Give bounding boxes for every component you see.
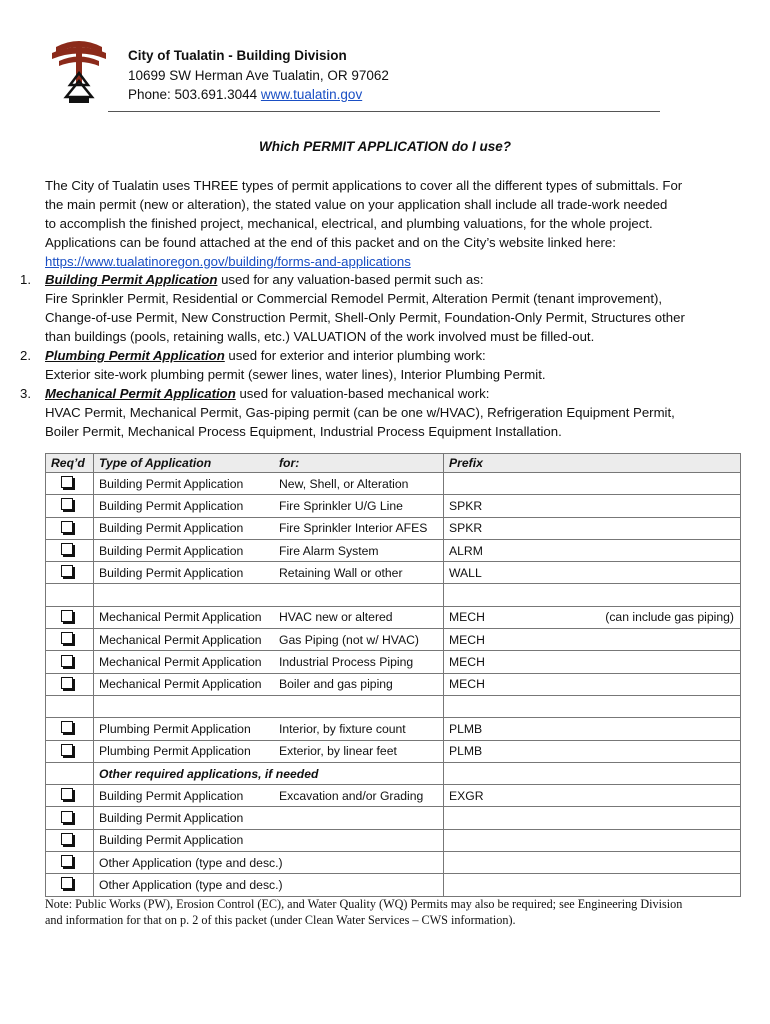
checkbox[interactable] bbox=[61, 833, 73, 845]
cell-empty bbox=[46, 584, 94, 606]
checkbox[interactable] bbox=[61, 744, 73, 756]
table-row bbox=[46, 629, 741, 651]
application-for: Exterior, by linear feet bbox=[279, 744, 397, 759]
application-for: Retaining Wall or other bbox=[279, 565, 403, 580]
section-subheading: Other required applications, if needed bbox=[94, 762, 444, 784]
cell-application bbox=[94, 562, 444, 584]
prefix-code: PLMB bbox=[449, 721, 483, 736]
cell-prefix bbox=[444, 785, 741, 807]
application-name: Building Permit Application bbox=[45, 272, 218, 287]
checkbox[interactable] bbox=[61, 788, 73, 800]
application-name: Mechanical Permit Application bbox=[45, 386, 236, 401]
cell-application bbox=[94, 629, 444, 651]
intro-line: to accomplish the finished project, mechanical, electrical, and plumbing valuations, for the whole project. bbox=[45, 216, 653, 231]
cell-prefix bbox=[444, 539, 741, 561]
cell-prefix bbox=[444, 740, 741, 762]
cell-application bbox=[94, 829, 444, 851]
checkbox[interactable] bbox=[61, 565, 73, 577]
required-checkbox-cell bbox=[46, 785, 94, 807]
checkbox[interactable] bbox=[61, 855, 73, 867]
org-name: City of Tualatin - Building Division bbox=[128, 48, 347, 63]
col-for-label: for: bbox=[279, 456, 300, 470]
table-row bbox=[46, 673, 741, 695]
table-row bbox=[46, 762, 741, 784]
checkbox[interactable] bbox=[61, 721, 73, 733]
org-block bbox=[128, 46, 389, 105]
cell-prefix bbox=[444, 651, 741, 673]
col-type-label: Type of Application bbox=[99, 456, 212, 470]
list-text bbox=[45, 346, 546, 384]
application-list bbox=[20, 270, 740, 441]
table-row bbox=[46, 562, 741, 584]
cell-empty bbox=[444, 584, 741, 606]
footnote bbox=[45, 896, 735, 928]
application-type: Building Permit Application bbox=[99, 521, 244, 536]
list-detail-line: Boiler Permit, Mechanical Process Equipment, Industrial Process Equipment Installation. bbox=[45, 424, 562, 439]
table-row bbox=[46, 740, 741, 762]
application-type: Building Permit Application bbox=[99, 543, 244, 558]
list-item bbox=[20, 270, 740, 346]
footnote-line: Note: Public Works (PW), Erosion Control (EC), and Water Quality (WQ) Permits may also be required; see Engineering Division bbox=[45, 897, 683, 911]
list-item bbox=[20, 346, 740, 384]
application-type: Other Application (type and desc.) bbox=[99, 877, 283, 892]
list-detail-line: HVAC Permit, Mechanical Permit, Gas-piping permit (can be one w/HVAC), Refrigeration Equipment Permit, bbox=[45, 405, 675, 420]
required-checkbox-cell bbox=[46, 651, 94, 673]
table-row bbox=[46, 829, 741, 851]
application-type: Plumbing Permit Application bbox=[99, 721, 251, 736]
application-type: Other Application (type and desc.) bbox=[99, 855, 283, 870]
required-checkbox-cell bbox=[46, 606, 94, 628]
list-number: 2. bbox=[20, 348, 31, 363]
list-detail-line: Exterior site-work plumbing permit (sewer lines, water lines), Interior Plumbing Permit. bbox=[45, 367, 546, 382]
prefix-code: WALL bbox=[449, 565, 482, 580]
application-usage: used for valuation-based mechanical work: bbox=[235, 386, 490, 401]
list-text bbox=[45, 384, 675, 441]
table-row bbox=[46, 807, 741, 829]
application-type: Building Permit Application bbox=[99, 811, 244, 826]
checkbox[interactable] bbox=[61, 655, 73, 667]
cell-application bbox=[94, 495, 444, 517]
cell-application bbox=[94, 718, 444, 740]
required-checkbox-cell bbox=[46, 852, 94, 874]
cell-prefix bbox=[444, 829, 741, 851]
org-address: 10699 SW Herman Ave Tualatin, OR 97062 bbox=[128, 67, 389, 83]
prefix-code: MECH bbox=[449, 677, 485, 692]
checkbox[interactable] bbox=[61, 877, 73, 889]
application-type: Mechanical Permit Application bbox=[99, 610, 262, 625]
cell-application bbox=[94, 473, 444, 495]
prefix-code: EXGR bbox=[449, 788, 484, 803]
required-checkbox-cell bbox=[46, 473, 94, 495]
table-row bbox=[46, 517, 741, 539]
cell-prefix bbox=[444, 852, 741, 874]
cell-empty bbox=[444, 695, 741, 717]
application-type: Mechanical Permit Application bbox=[99, 677, 262, 692]
table-row bbox=[46, 874, 741, 896]
prefix-code: MECH bbox=[449, 632, 485, 647]
checkbox[interactable] bbox=[61, 521, 73, 533]
cell-prefix bbox=[444, 874, 741, 896]
prefix-code: ALRM bbox=[449, 543, 483, 558]
application-type: Mechanical Permit Application bbox=[99, 632, 262, 647]
cell-application bbox=[94, 852, 444, 874]
required-checkbox-cell bbox=[46, 807, 94, 829]
required-checkbox-cell bbox=[46, 673, 94, 695]
cell-application bbox=[94, 651, 444, 673]
intro-line: The City of Tualatin uses THREE types of permit applications to cover all the different types of submittals. For bbox=[45, 178, 683, 193]
required-checkbox-cell bbox=[46, 517, 94, 539]
checkbox[interactable] bbox=[61, 543, 73, 555]
cell-application bbox=[94, 740, 444, 762]
list-detail-line: Change-of-use Permit, New Construction Permit, Shell-Only Permit, Foundation-Only Permit, Structures other bbox=[45, 310, 685, 325]
prefix-note: (can include gas piping) bbox=[605, 610, 734, 625]
col-reqd: Req’d bbox=[46, 454, 94, 473]
cell-application bbox=[94, 807, 444, 829]
cell-application bbox=[94, 517, 444, 539]
table-row bbox=[46, 785, 741, 807]
list-heading-line bbox=[45, 346, 546, 365]
table-row bbox=[46, 606, 741, 628]
application-type: Building Permit Application bbox=[99, 565, 244, 580]
application-for: Gas Piping (not w/ HVAC) bbox=[279, 632, 419, 647]
cell-empty bbox=[94, 695, 444, 717]
cell-prefix bbox=[444, 629, 741, 651]
application-type: Plumbing Permit Application bbox=[99, 744, 251, 759]
cell-application bbox=[94, 539, 444, 561]
checkbox[interactable] bbox=[61, 632, 73, 644]
list-item bbox=[20, 384, 740, 441]
application-name: Plumbing Permit Application bbox=[45, 348, 225, 363]
application-for: Industrial Process Piping bbox=[279, 655, 414, 670]
application-for: Fire Alarm System bbox=[279, 543, 379, 558]
forms-link[interactable]: https://www.tualatinoregon.gov/building/forms-and-applications bbox=[45, 254, 411, 269]
application-type: Building Permit Application bbox=[99, 476, 244, 491]
cell-prefix bbox=[444, 517, 741, 539]
application-type: Building Permit Application bbox=[99, 833, 244, 848]
application-usage: used for exterior and interior plumbing work: bbox=[224, 348, 486, 363]
header-divider bbox=[108, 111, 660, 112]
table-row bbox=[46, 539, 741, 561]
cell-application bbox=[94, 785, 444, 807]
org-contact bbox=[128, 85, 389, 105]
website-link[interactable]: www.tualatin.gov bbox=[260, 87, 363, 102]
checkbox[interactable] bbox=[61, 811, 73, 823]
required-checkbox-cell bbox=[46, 874, 94, 896]
cell-prefix bbox=[444, 718, 741, 740]
intro-line: Applications can be found attached at the end of this packet and on the City’s website linked here: bbox=[45, 235, 616, 250]
required-checkbox-cell bbox=[46, 740, 94, 762]
table-row bbox=[46, 495, 741, 517]
cell-application bbox=[94, 606, 444, 628]
permit-table bbox=[45, 453, 741, 897]
org-phone: Phone: 503.691.3044 bbox=[128, 87, 258, 102]
list-number: 1. bbox=[20, 272, 31, 287]
cell-prefix bbox=[444, 606, 741, 628]
prefix-code: MECH bbox=[449, 655, 485, 670]
table-row bbox=[46, 852, 741, 874]
application-for: New, Shell, or Alteration bbox=[279, 476, 409, 491]
cell-empty bbox=[94, 584, 444, 606]
page-title: Which PERMIT APPLICATION do I use? bbox=[259, 139, 511, 154]
prefix-code: MECH bbox=[449, 610, 485, 625]
list-detail-line: than buildings (pools, retaining walls, etc.) VALUATION of the work involved must be filled-out. bbox=[45, 329, 595, 344]
list-number: 3. bbox=[20, 386, 31, 401]
required-checkbox-cell bbox=[46, 829, 94, 851]
checkbox[interactable] bbox=[61, 610, 73, 622]
footnote-line: and information for that on p. 2 of this packet (under Clean Water Services – CWS information). bbox=[45, 913, 516, 927]
cell-empty bbox=[444, 762, 741, 784]
col-type bbox=[94, 454, 444, 473]
list-heading-line bbox=[45, 384, 675, 403]
cell-application bbox=[94, 673, 444, 695]
application-type: Mechanical Permit Application bbox=[99, 655, 262, 670]
prefix-code: PLMB bbox=[449, 744, 483, 759]
table-row bbox=[46, 651, 741, 673]
cell-prefix bbox=[444, 673, 741, 695]
col-prefix: Prefix bbox=[444, 454, 741, 473]
list-text bbox=[45, 270, 685, 346]
table-row bbox=[46, 584, 741, 606]
cell-prefix bbox=[444, 562, 741, 584]
application-for: Excavation and/or Grading bbox=[279, 788, 424, 803]
table-header-row bbox=[46, 454, 741, 473]
list-heading-line bbox=[45, 270, 685, 289]
intro-paragraph bbox=[45, 176, 735, 271]
required-checkbox-cell bbox=[46, 539, 94, 561]
checkbox[interactable] bbox=[61, 476, 73, 488]
checkbox[interactable] bbox=[61, 498, 73, 510]
checkbox[interactable] bbox=[61, 677, 73, 689]
table-row bbox=[46, 718, 741, 740]
application-for: Fire Sprinkler Interior AFES bbox=[279, 521, 428, 536]
required-checkbox-cell bbox=[46, 495, 94, 517]
cell-application bbox=[94, 874, 444, 896]
application-type: Building Permit Application bbox=[99, 498, 244, 513]
prefix-code: SPKR bbox=[449, 521, 483, 536]
intro-line: the main permit (new or alteration), the stated value on your application shall include all trade-work needed bbox=[45, 197, 668, 212]
application-for: Fire Sprinkler U/G Line bbox=[279, 498, 403, 513]
application-for: Interior, by fixture count bbox=[279, 721, 406, 736]
required-checkbox-cell bbox=[46, 629, 94, 651]
application-for: HVAC new or altered bbox=[279, 610, 393, 625]
application-type: Building Permit Application bbox=[99, 788, 244, 803]
required-checkbox-cell bbox=[46, 718, 94, 740]
city-logo bbox=[52, 37, 106, 107]
cell-prefix bbox=[444, 495, 741, 517]
list-detail-line: Fire Sprinkler Permit, Residential or Commercial Remodel Permit, Alteration Permit (tenant improvement), bbox=[45, 291, 663, 306]
prefix-code: SPKR bbox=[449, 498, 483, 513]
table-row bbox=[46, 695, 741, 717]
required-checkbox-cell bbox=[46, 562, 94, 584]
application-for: Boiler and gas piping bbox=[279, 677, 393, 692]
application-usage: used for any valuation-based permit such as: bbox=[217, 272, 484, 287]
cell-empty bbox=[46, 762, 94, 784]
cell-prefix bbox=[444, 807, 741, 829]
table-row bbox=[46, 473, 741, 495]
cell-empty bbox=[46, 695, 94, 717]
cell-prefix bbox=[444, 473, 741, 495]
